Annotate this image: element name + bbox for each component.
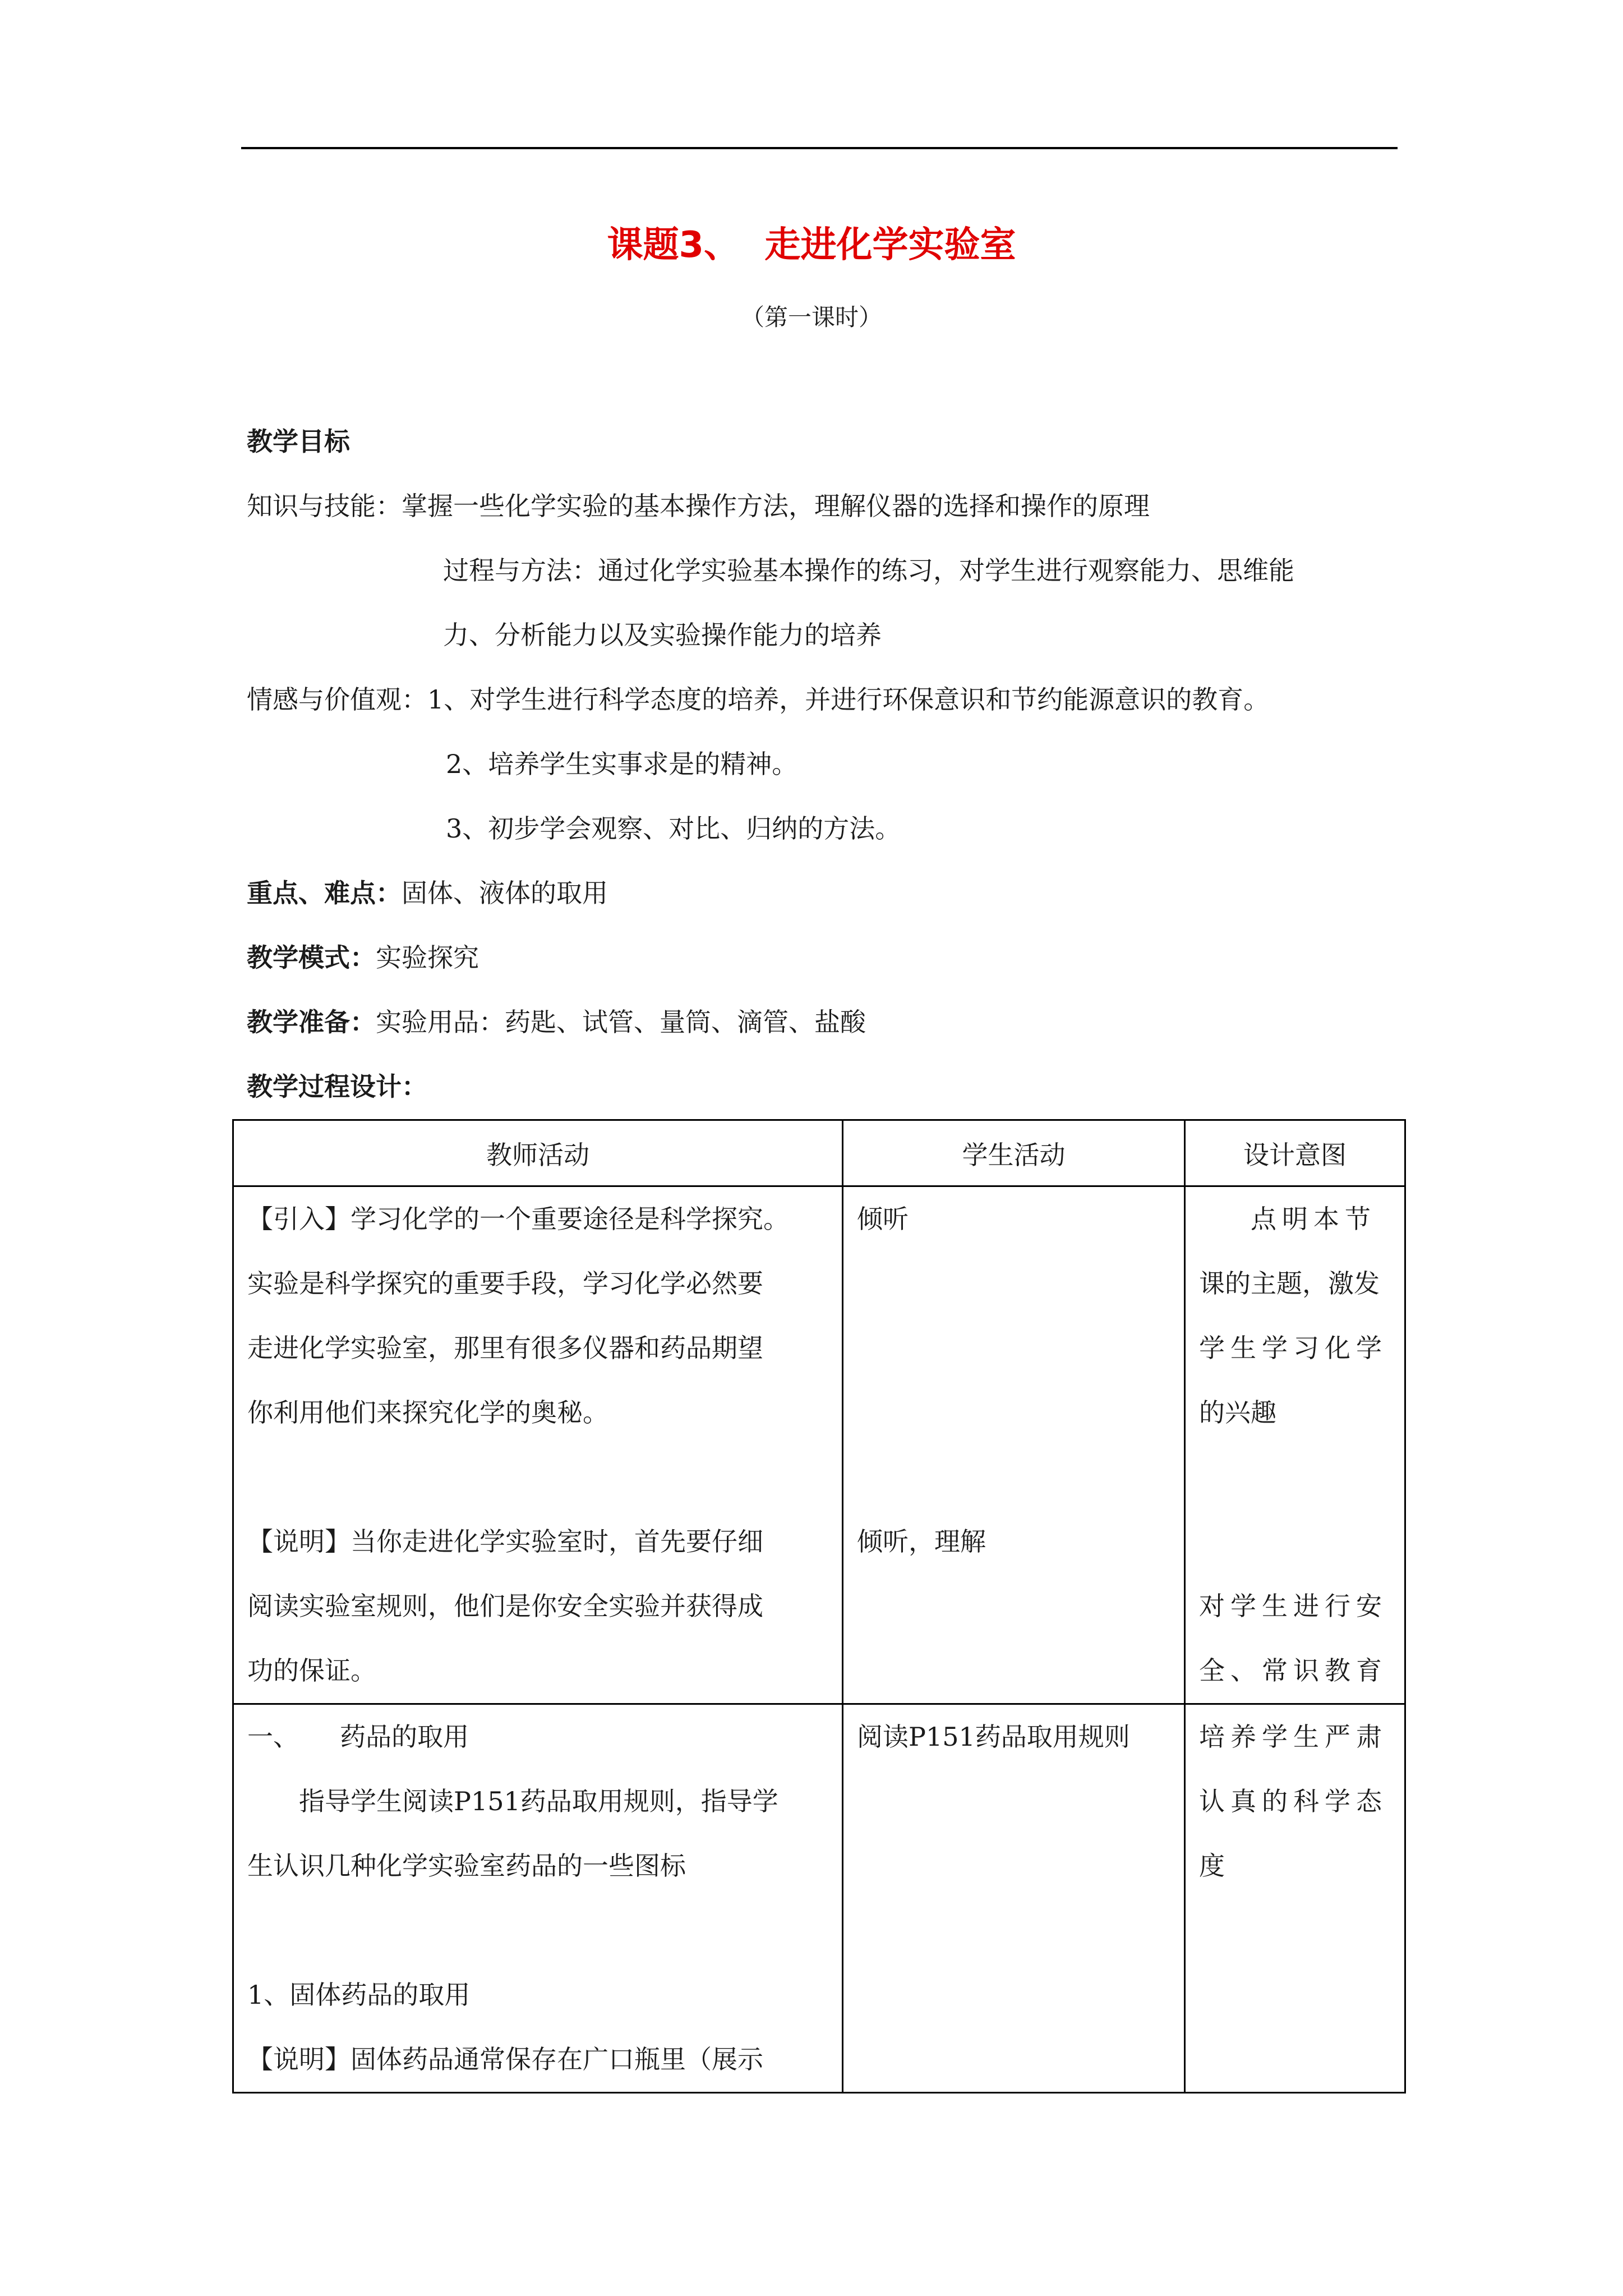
design-intent-cell bbox=[1185, 1704, 1405, 2093]
teacher-line: 【说明】当你走进化学实验室时，首先要仔细 bbox=[247, 1526, 763, 1557]
teacher-line: 你利用他们来探究化学的奥秘。 bbox=[247, 1397, 608, 1428]
table-row bbox=[233, 1704, 1405, 2093]
blank-line bbox=[857, 1316, 1170, 1381]
teaching-process-table bbox=[232, 1119, 1406, 2093]
teaching-mode-label: 教学模式： bbox=[247, 942, 376, 973]
teaching-mode-text: 实验探究 bbox=[376, 942, 479, 973]
teacher-line: 功的保证。 bbox=[247, 1655, 376, 1686]
blank-line bbox=[247, 1445, 828, 1510]
intent-line: 度 bbox=[1199, 1851, 1225, 1881]
key-points-line bbox=[247, 876, 608, 910]
intent-line: 对学生进行安 bbox=[1199, 1591, 1387, 1621]
process-design-heading: 教学过程设计： bbox=[247, 1071, 427, 1102]
teaching-prep-label: 教学准备： bbox=[247, 1007, 376, 1037]
lesson-title: 课题3、 走进化学实验室 bbox=[607, 224, 1016, 266]
intent-line: 全、常识教育 bbox=[1199, 1655, 1387, 1686]
intent-line: 认真的科学态 bbox=[1199, 1786, 1387, 1816]
header-rule bbox=[241, 147, 1398, 149]
blank-line bbox=[857, 1381, 1170, 1445]
objectives-heading: 教学目标 bbox=[247, 426, 350, 457]
teacher-line: 一、 药品的取用 bbox=[247, 1722, 469, 1752]
teacher-line: 指导学生阅读P151药品取用规则，指导学 bbox=[299, 1786, 778, 1816]
student-activity-cell bbox=[843, 1186, 1185, 1704]
emotion-item-1: 1、对学生进行科学态度的培养，并进行环保意识和节约能源意识的教育。 bbox=[427, 684, 1270, 715]
knowledge-text: 掌握一些化学实验的基本操作方法，理解仪器的选择和操作的原理 bbox=[402, 491, 1150, 521]
teacher-line: 实验是科学探究的重要手段，学习化学必然要 bbox=[247, 1268, 763, 1299]
student-line: 倾听，理解 bbox=[857, 1526, 986, 1557]
student-line: 倾听 bbox=[857, 1204, 909, 1234]
header-design-intent: 设计意图 bbox=[1185, 1120, 1405, 1186]
teacher-line: 1、固体药品的取用 bbox=[247, 1980, 471, 2010]
blank-line bbox=[247, 1898, 828, 1963]
process-method-line-2: 力、分析能力以及实验操作能力的培养 bbox=[443, 620, 882, 650]
teaching-prep-text: 实验用品：药匙、试管、量筒、滴管、盐酸 bbox=[376, 1007, 866, 1037]
teacher-line: 走进化学实验室，那里有很多仪器和药品期望 bbox=[247, 1333, 763, 1363]
teacher-line: 阅读实验室规则，他们是你安全实验并获得成 bbox=[247, 1591, 763, 1621]
teacher-activity-cell bbox=[233, 1704, 843, 2093]
teacher-line: 【引入】学习化学的一个重要途径是科学探究。 bbox=[247, 1204, 789, 1234]
blank-line bbox=[1199, 1510, 1391, 1574]
knowledge-skills-line bbox=[247, 489, 1150, 523]
emotion-label: 情感与价值观： bbox=[247, 684, 427, 715]
emotion-values-line bbox=[247, 683, 1269, 716]
emotion-item-3: 3、初步学会观察、对比、归纳的方法。 bbox=[446, 813, 901, 844]
blank-line bbox=[1199, 1445, 1391, 1510]
intent-line: 课的主题，激发 bbox=[1199, 1268, 1380, 1299]
intent-line: 学生学习化学 bbox=[1199, 1333, 1387, 1363]
key-points-label: 重点、难点： bbox=[247, 878, 402, 908]
teacher-line: 【说明】固体药品通常保存在广口瓶里（展示 bbox=[247, 2044, 763, 2074]
table-header-row bbox=[233, 1120, 1405, 1186]
key-points-text: 固体、液体的取用 bbox=[402, 878, 608, 908]
intent-line: 的兴趣 bbox=[1199, 1397, 1276, 1428]
knowledge-label: 知识与技能： bbox=[247, 491, 402, 521]
teacher-line: 生认识几种化学实验室药品的一些图标 bbox=[247, 1851, 686, 1881]
table-row bbox=[233, 1186, 1405, 1704]
blank-line bbox=[857, 1251, 1170, 1316]
emotion-item-2: 2、培养学生实事求是的精神。 bbox=[446, 749, 798, 779]
teaching-mode-line bbox=[247, 941, 479, 974]
blank-line bbox=[857, 1445, 1170, 1510]
intent-line: 培养学生严肃 bbox=[1199, 1722, 1387, 1752]
intent-line: 点明本节 bbox=[1251, 1204, 1376, 1234]
student-activity-cell bbox=[843, 1704, 1185, 2093]
lesson-subtitle: （第一课时） bbox=[740, 303, 882, 331]
teacher-activity-cell bbox=[233, 1186, 843, 1704]
process-method-line-1: 过程与方法：通过化学实验基本操作的练习，对学生进行观察能力、思维能 bbox=[443, 555, 1294, 586]
teaching-prep-line bbox=[247, 1005, 866, 1039]
student-line: 阅读P151药品取用规则 bbox=[857, 1722, 1130, 1752]
header-student-activity: 学生活动 bbox=[843, 1120, 1185, 1186]
header-teacher-activity: 教师活动 bbox=[233, 1120, 843, 1186]
design-intent-cell bbox=[1185, 1186, 1405, 1704]
